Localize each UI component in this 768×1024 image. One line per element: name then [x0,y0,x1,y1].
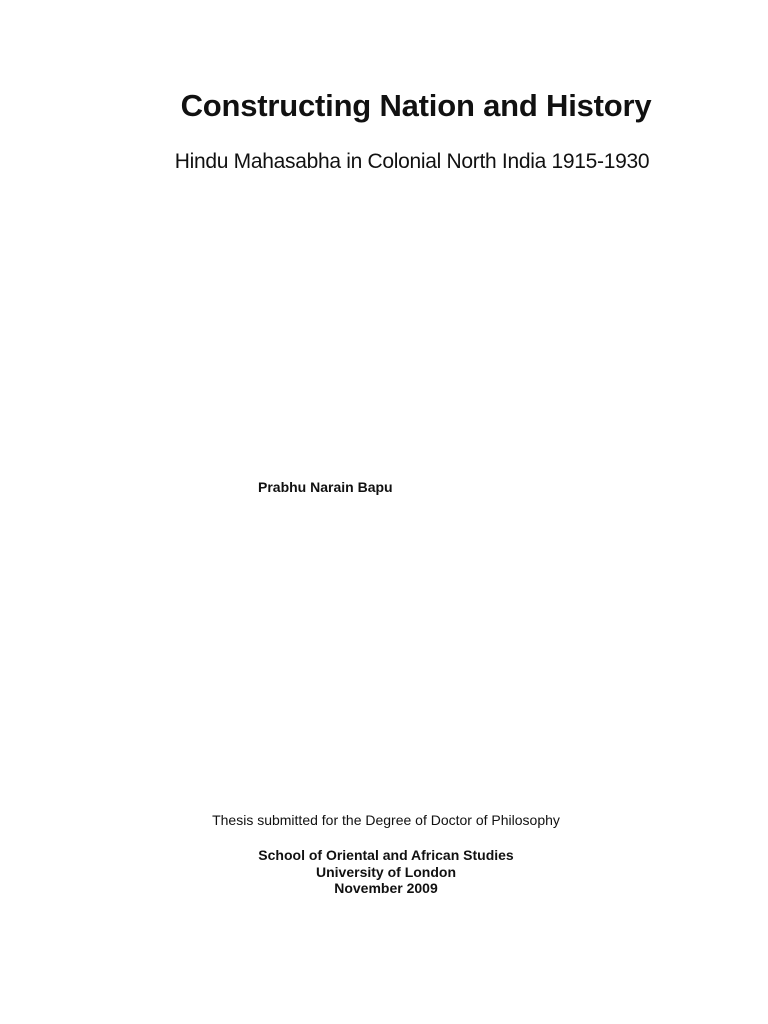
thesis-subtitle: Hindu Mahasabha in Colonial North India 1915-1930 [174,150,650,173]
degree-statement: Thesis submitted for the Degree of Doctor of Philosophy [212,812,560,828]
school-name: School of Oriental and African Studies [258,847,514,863]
author-name: Prabhu Narain Bapu [258,479,393,495]
thesis-title: Constructing Nation and History [180,88,652,123]
university-name: University of London [316,863,456,880]
institution-block [0,847,768,897]
submission-date: November 2009 [334,880,438,896]
